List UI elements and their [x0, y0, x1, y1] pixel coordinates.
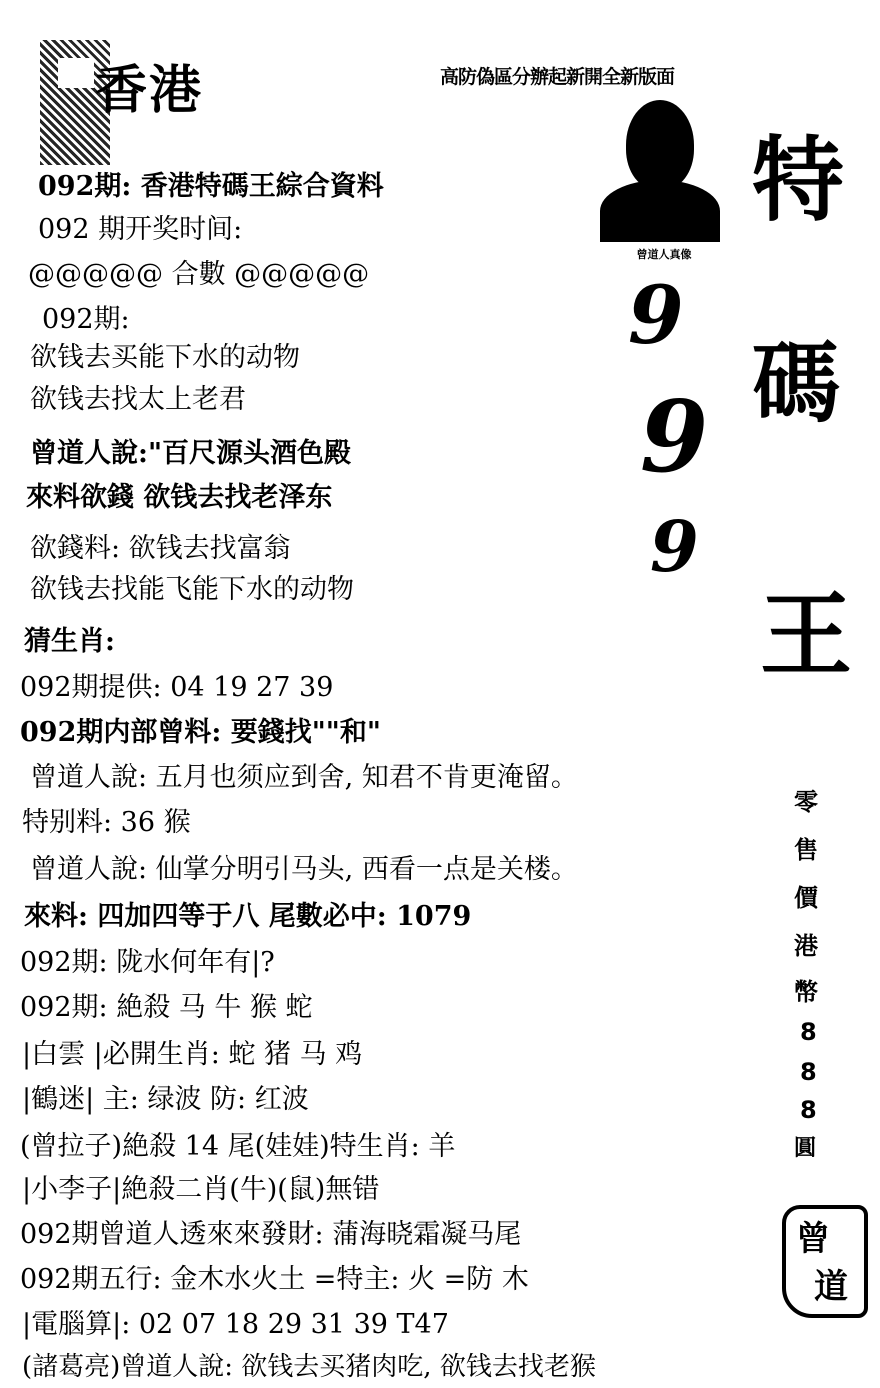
- header-tagline: 高防偽區分辦起新開全新版面: [440, 66, 675, 88]
- title-char: 特: [752, 127, 845, 234]
- text-line: 欲錢料: 欲钱去找富翁: [30, 533, 291, 564]
- price-char: 8: [800, 1018, 817, 1046]
- stamp-char: 道: [814, 1267, 848, 1307]
- text-line: @@@@@ 合數 @@@@@: [28, 259, 370, 290]
- text-line: 092期曾道人透來來發財: 蒲海晓霜凝马尾: [20, 1219, 522, 1250]
- price-char: 售: [794, 836, 818, 864]
- text-line: |白雲 |必開生肖: 蛇 猪 马 鸡: [22, 1039, 363, 1070]
- text-line: 欲钱去找能飞能下水的动物: [30, 574, 354, 605]
- price-char: 8: [800, 1058, 817, 1086]
- portrait-image: [596, 100, 724, 260]
- brand-title: 香港: [95, 61, 204, 121]
- text-line: 092期: 絶殺 马 牛 猴 蛇: [20, 992, 313, 1023]
- text-line: 猜生肖:: [24, 626, 115, 657]
- text-line: 曾道人說: 五月也须应到舍, 知君不肯更淹留。: [30, 762, 578, 793]
- price-char: 幣: [794, 978, 818, 1006]
- text-line: (曾拉子)絶殺 14 尾(娃娃)特生肖: 羊: [20, 1131, 456, 1162]
- stamp-char: 曾: [796, 1219, 830, 1259]
- text-line: 來料欲錢 欲钱去找老泽东: [26, 482, 333, 513]
- title-char: 王: [760, 582, 853, 689]
- text-line: |小李子|絶殺二肖(牛)(鼠)無错: [22, 1174, 380, 1205]
- text-line: 特别料: 36 猴: [22, 807, 191, 838]
- text-line: 092期提供: 04 19 27 39: [20, 672, 334, 703]
- text-line: 092期内部曾料: 要錢找""和": [20, 717, 381, 748]
- price-char: 8: [800, 1096, 817, 1124]
- text-line: 欲钱去买能下水的动物: [30, 342, 300, 373]
- text-line: (諸葛亮)曾道人說: 欲钱去买猪肉吃, 欲钱去找老猴: [22, 1352, 596, 1382]
- text-line: 欲钱去找太上老君: [30, 384, 246, 415]
- text-line: 曾道人說: 仙掌分明引马头, 西看一点是关楼。: [30, 854, 578, 885]
- text-line: 092期五行: 金木水火土 =特主: 火 =防 木: [20, 1264, 529, 1295]
- nine-digit: 9: [640, 380, 709, 495]
- text-line: 092 期开奖时间:: [38, 214, 243, 245]
- logo-notch: [58, 58, 94, 88]
- price-char: 零: [794, 788, 818, 816]
- portrait-head: [626, 100, 694, 190]
- portrait-caption: 曾道人真像: [636, 248, 692, 261]
- text-line: |電腦算|: 02 07 18 29 31 39 T47: [22, 1309, 449, 1340]
- seal-stamp: [782, 1205, 868, 1318]
- text-line: 092期:: [42, 304, 130, 335]
- text-line: 092期: 陇水何年有|?: [20, 947, 275, 978]
- nine-digit: 9: [628, 268, 684, 362]
- price-char: 價: [794, 884, 818, 912]
- text-line: 來料: 四加四等于八 尾數必中: 1079: [24, 901, 472, 932]
- portrait-shoulders: [600, 180, 720, 242]
- title-char: 碼: [752, 332, 841, 435]
- price-char: 港: [794, 932, 818, 960]
- price-char: 圓: [794, 1136, 817, 1161]
- nine-digit: 9: [650, 505, 699, 588]
- text-line: 曾道人說:"百尺源头酒色殿: [30, 438, 352, 469]
- text-line: 092期: 香港特碼王綜合資料: [38, 171, 384, 202]
- text-line: |鶴迷| 主: 绿波 防: 红波: [22, 1084, 309, 1115]
